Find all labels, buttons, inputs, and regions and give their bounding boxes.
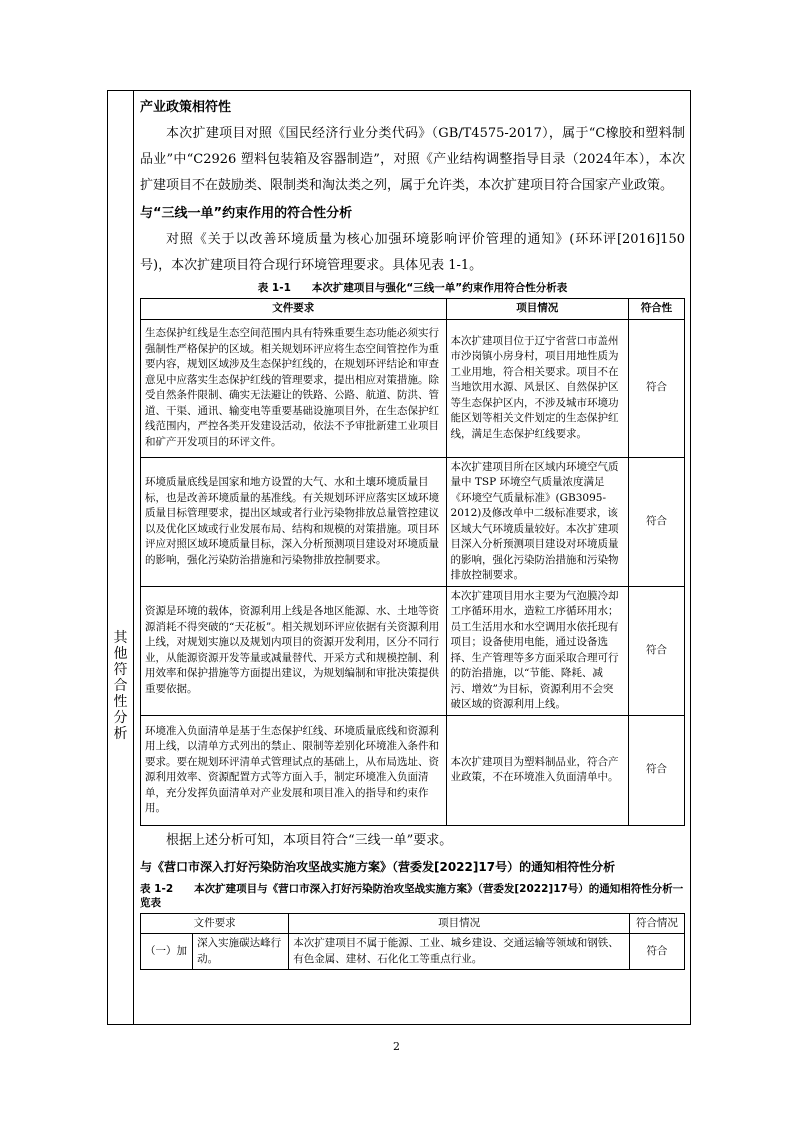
table2-header: 项目情况 (289, 913, 630, 934)
table-cell: （一）加 (141, 934, 193, 970)
conclusion-paragraph: 根据上述分析可知，本项目符合“三线一单”要求。 (166, 832, 453, 848)
table-cell: 环境质量底线是国家和地方设置的大气、水和土壤环境质量目标，也是改善环境质量的基准线。有关规划环评应落实区域环境质量目标管理要求，提出区域或者行业污染物排放总量管控建议以及优化区域或行业发展布局、结构和规模的对策措施。项目环评应对照区域环境质量目标，深入分析预测项目建设对环境质量的影响，强化污染防治措施和污染物排放控制要求。 (141, 457, 447, 586)
table-row (141, 319, 685, 457)
table-cell: 本次扩建项目位于辽宁省营口市盖州市沙岗镇小房身村，项目用地性质为工业用地，符合相关要求。项目不在当地饮用水源、风景区、自然保护区等生态保护区内，不涉及城市环境功能区划等相关文件划定的生态保护红线，满足生态保护红线要求。 (446, 319, 628, 457)
table-row (141, 586, 685, 715)
main-content (140, 95, 685, 970)
table-cell: 符合 (628, 319, 684, 457)
section-title-industry-policy: 产业政策相符性 (140, 100, 232, 115)
table-row (141, 934, 685, 970)
side-column (107, 90, 134, 1025)
table-cell: 本次扩建项目为塑料制品业，符合产业政策，不在环境准入负面清单中。 (446, 715, 628, 825)
table2-header: 符合情况 (629, 913, 684, 934)
table1-caption: 表 1-1 本次扩建项目与强化“三线一单”约束作用符合性分析表 (257, 282, 568, 294)
section-title-yingkou: 与《营口市深入打好污染防治攻坚战实施方案》（营委发[2022]17号）的通知相符性分析 (140, 859, 616, 874)
table-cell: 符合 (628, 586, 684, 715)
table-cell: 符合 (629, 934, 684, 970)
table-cell: 环境准入负面清单是基于生态保护红线、环境质量底线和资源利用上线，以清单方式列出的禁止、限制等差别化环境准入条件和要求。要在规划环评清单式管理试点的基础上，从布局选址、资源利用效率、资源配置方式等方面入手，制定环境准入负面清单，充分发挥负面清单对产业发展和项目准入的指导和约束作用。 (141, 715, 447, 825)
page-number: 2 (393, 1040, 400, 1053)
three-lines-paragraph: 对照《关于以改善环境质量为核心加强环境影响评价管理的通知》(环环评[2016]150号)，本次扩建项目符合现行环境管理要求。具体见表 1-1。 (140, 232, 685, 273)
table2-caption: 表 1-2 本次扩建项目与《营口市深入打好污染防治攻坚战实施方案》（营委发[2022]17号）的通知相符性分析一览表 (140, 882, 684, 909)
table1-header: 文件要求 (141, 299, 447, 320)
table-cell: 生态保护红线是生态空间范围内具有特殊重要生态功能必须实行强制性严格保护的区域。相关规划环评应将生态空间管控作为重要内容，规划区域涉及生态保护红线的，在规划环评结论和审查意见中应落实生态保护红线的管理要求，提出相应对策措施。除受自然条件限制、确实无法避让的铁路、公路、航道、防洪、管道、干渠、通讯、输变电等重要基础设施项目外，在生态保护红线范围内，严控各类开发建设活动，依法不予审批新建工业项目和矿产开发项目的环评文件。 (141, 319, 447, 457)
table2 (140, 913, 685, 971)
table1 (140, 298, 685, 826)
table-row (141, 457, 685, 586)
table-row (141, 715, 685, 825)
table-cell: 本次扩建项目不属于能源、工业、城乡建设、交通运输等领域和钢铁、有色金属、建材、石化化工等重点行业。 (289, 934, 630, 970)
table1-header: 项目情况 (446, 299, 628, 320)
table-cell: 资源是环境的载体，资源利用上线是各地区能源、水、土地等资源消耗不得突破的“天花板”。相关规划环评应依据有关资源利用上线，对规划实施以及规划内项目的资源开发利用，区分不同行业，从能源资源开发等量或减量替代、开采方式和规模控制、利用效率和保护措施等方面提出建议，为规划编制和审批决策提供重要依据。 (141, 586, 447, 715)
table2-header-row (141, 913, 685, 934)
table2-header: 文件要求 (141, 913, 289, 934)
industry-policy-paragraph: 本次扩建项目对照《国民经济行业分类代码》（GB/T4575-2017），属于“C橡胶和塑料制品业”中“C2926 塑料包装箱及容器制造”，对照《产业结构调整指导目录（2024年本），本次扩建项目不在鼓励类、限制类和淘汰类之列，属于允许类，本次扩建项目符合国家产业政策。 (140, 126, 685, 193)
table-cell: 深入实施碳达峰行动。 (193, 934, 289, 970)
table-cell: 符合 (628, 715, 684, 825)
table-cell: 本次扩建项目所在区域内环境空气质量中 TSP 环境空气质量浓度满足《环境空气质量标准》(GB3095-2012)及修改单中二级标准要求，该区域大气环境质量较好。本次扩建项目深入分析预测项目建设对环境质量的影响，强化污染防治措施和污染物排放控制要求。 (446, 457, 628, 586)
table-cell: 符合 (628, 457, 684, 586)
table1-header-row (141, 299, 685, 320)
side-label: 其 他 符 合 性 分 析 (113, 630, 128, 742)
table-cell: 本次扩建项目用水主要为气泡膜冷却工序循环用水，造粒工序循环用水；员工生活用水和水空调用水依托现有项目；设备使用电能，通过设备选择、生产管理等多方面采取合理可行的防治措施，以“节能、降耗、减污、增效”为目标，资源利用不会突破区域的资源利用上线。 (446, 586, 628, 715)
table1-header: 符合性 (628, 299, 684, 320)
section-title-three-lines: 与“三线一单”约束作用的符合性分析 (140, 206, 353, 221)
